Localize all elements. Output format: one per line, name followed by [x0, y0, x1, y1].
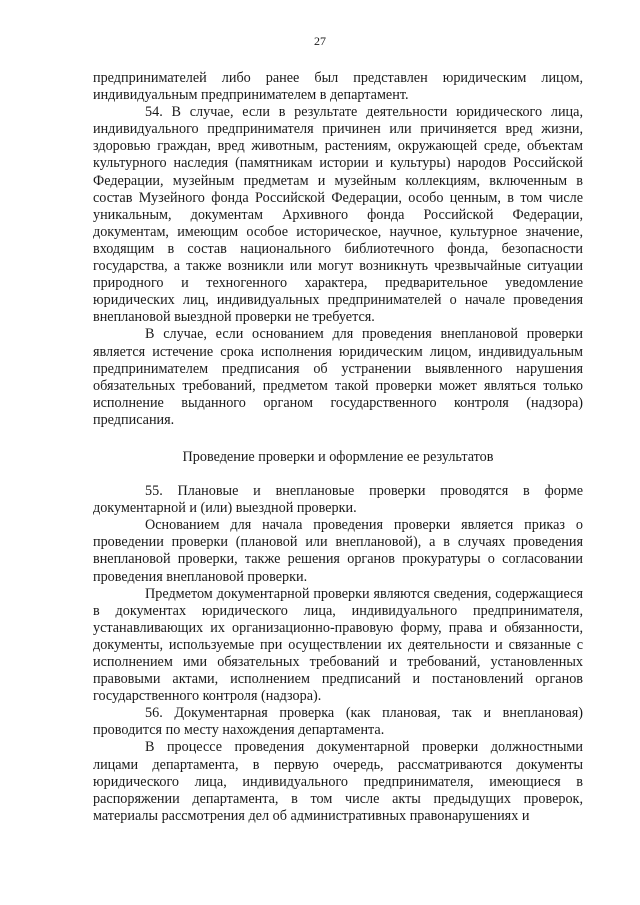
- section-heading: Проведение проверки и оформление ее результатов: [182, 448, 494, 465]
- paragraph-documentary-subject: Предметом документарной проверки являются сведения, содержащиеся в документах юридического лица, индивидуального предпринимателя, устанавливающих их организационно-правовую форму, права и обязанности, документы, используемые при осуществлении их деятельности и связанные с исполнением ими обязательных требований и требований, установленных правовыми актами, исполнением предписаний и постановлений органов государственного контроля (надзора).: [93, 585, 583, 705]
- paragraph-56: 56. Документарная проверка (как плановая, так и внеплановая) проводится по месту нахождения департамента.: [93, 705, 583, 739]
- paragraph-documentary-process: В процессе проведения документарной проверки должностными лицами департамента, в первую очередь, рассматриваются документы юридического лица, индивидуального предпринимателя, имеющиеся в распоряжении департамента, в том числе акты предыдущих проверок, материалы рассмотрения дел об административных правонарушениях и: [93, 739, 583, 824]
- paragraph-continuation: предпринимателей либо ранее был представлен юридическим лицом, индивидуальным предпринимателем в департамент.: [93, 70, 583, 104]
- document-body: [93, 70, 583, 825]
- page-number: 27: [314, 34, 326, 48]
- paragraph-inspection-basis: Основанием для начала проведения проверки является приказ о проведении проверки (плановой или внеплановой), а в случаях проведения внеплановой проверки, также решения органов прокуратуры о согласовании проведения внеплановой проверки.: [93, 517, 583, 585]
- paragraph-unscheduled-inspection: В случае, если основанием для проведения внеплановой проверки является истечение срока исполнения юридическим лицом, индивидуальным предпринимателем предписания об устранении выявленного нарушения обязательных требований, предметом такой проверки может являться только исполнение выданного органом государственного контроля (надзора) предписания.: [93, 326, 583, 428]
- paragraph-54: 54. В случае, если в результате деятельности юридического лица, индивидуального предпринимателя причинен или причиняется вред жизни, здоровью граждан, вред животным, растениям, окружающей среде, объектам культурного наследия (памятникам истории и культуры) народов Российской Федерации, музейным предметам и музейным коллекциям, включенным в состав Музейного фонда Российской Федерации, особо ценным, в том числе уникальным, документам Архивного фонда Российской Федерации, документам, имеющим особое историческое, научное, культурное значение, входящим в состав национального библиотечного фонда, безопасности государства, а также возникли или могут возникнуть чрезвычайные ситуации природного и техногенного характера, предварительное уведомление юридических лиц, индивидуальных предпринимателей о начале проведения внеплановой выездной проверки не требуется.: [93, 104, 583, 326]
- paragraph-55: 55. Плановые и внеплановые проверки проводятся в форме документарной и (или) выездной проверки.: [93, 483, 583, 517]
